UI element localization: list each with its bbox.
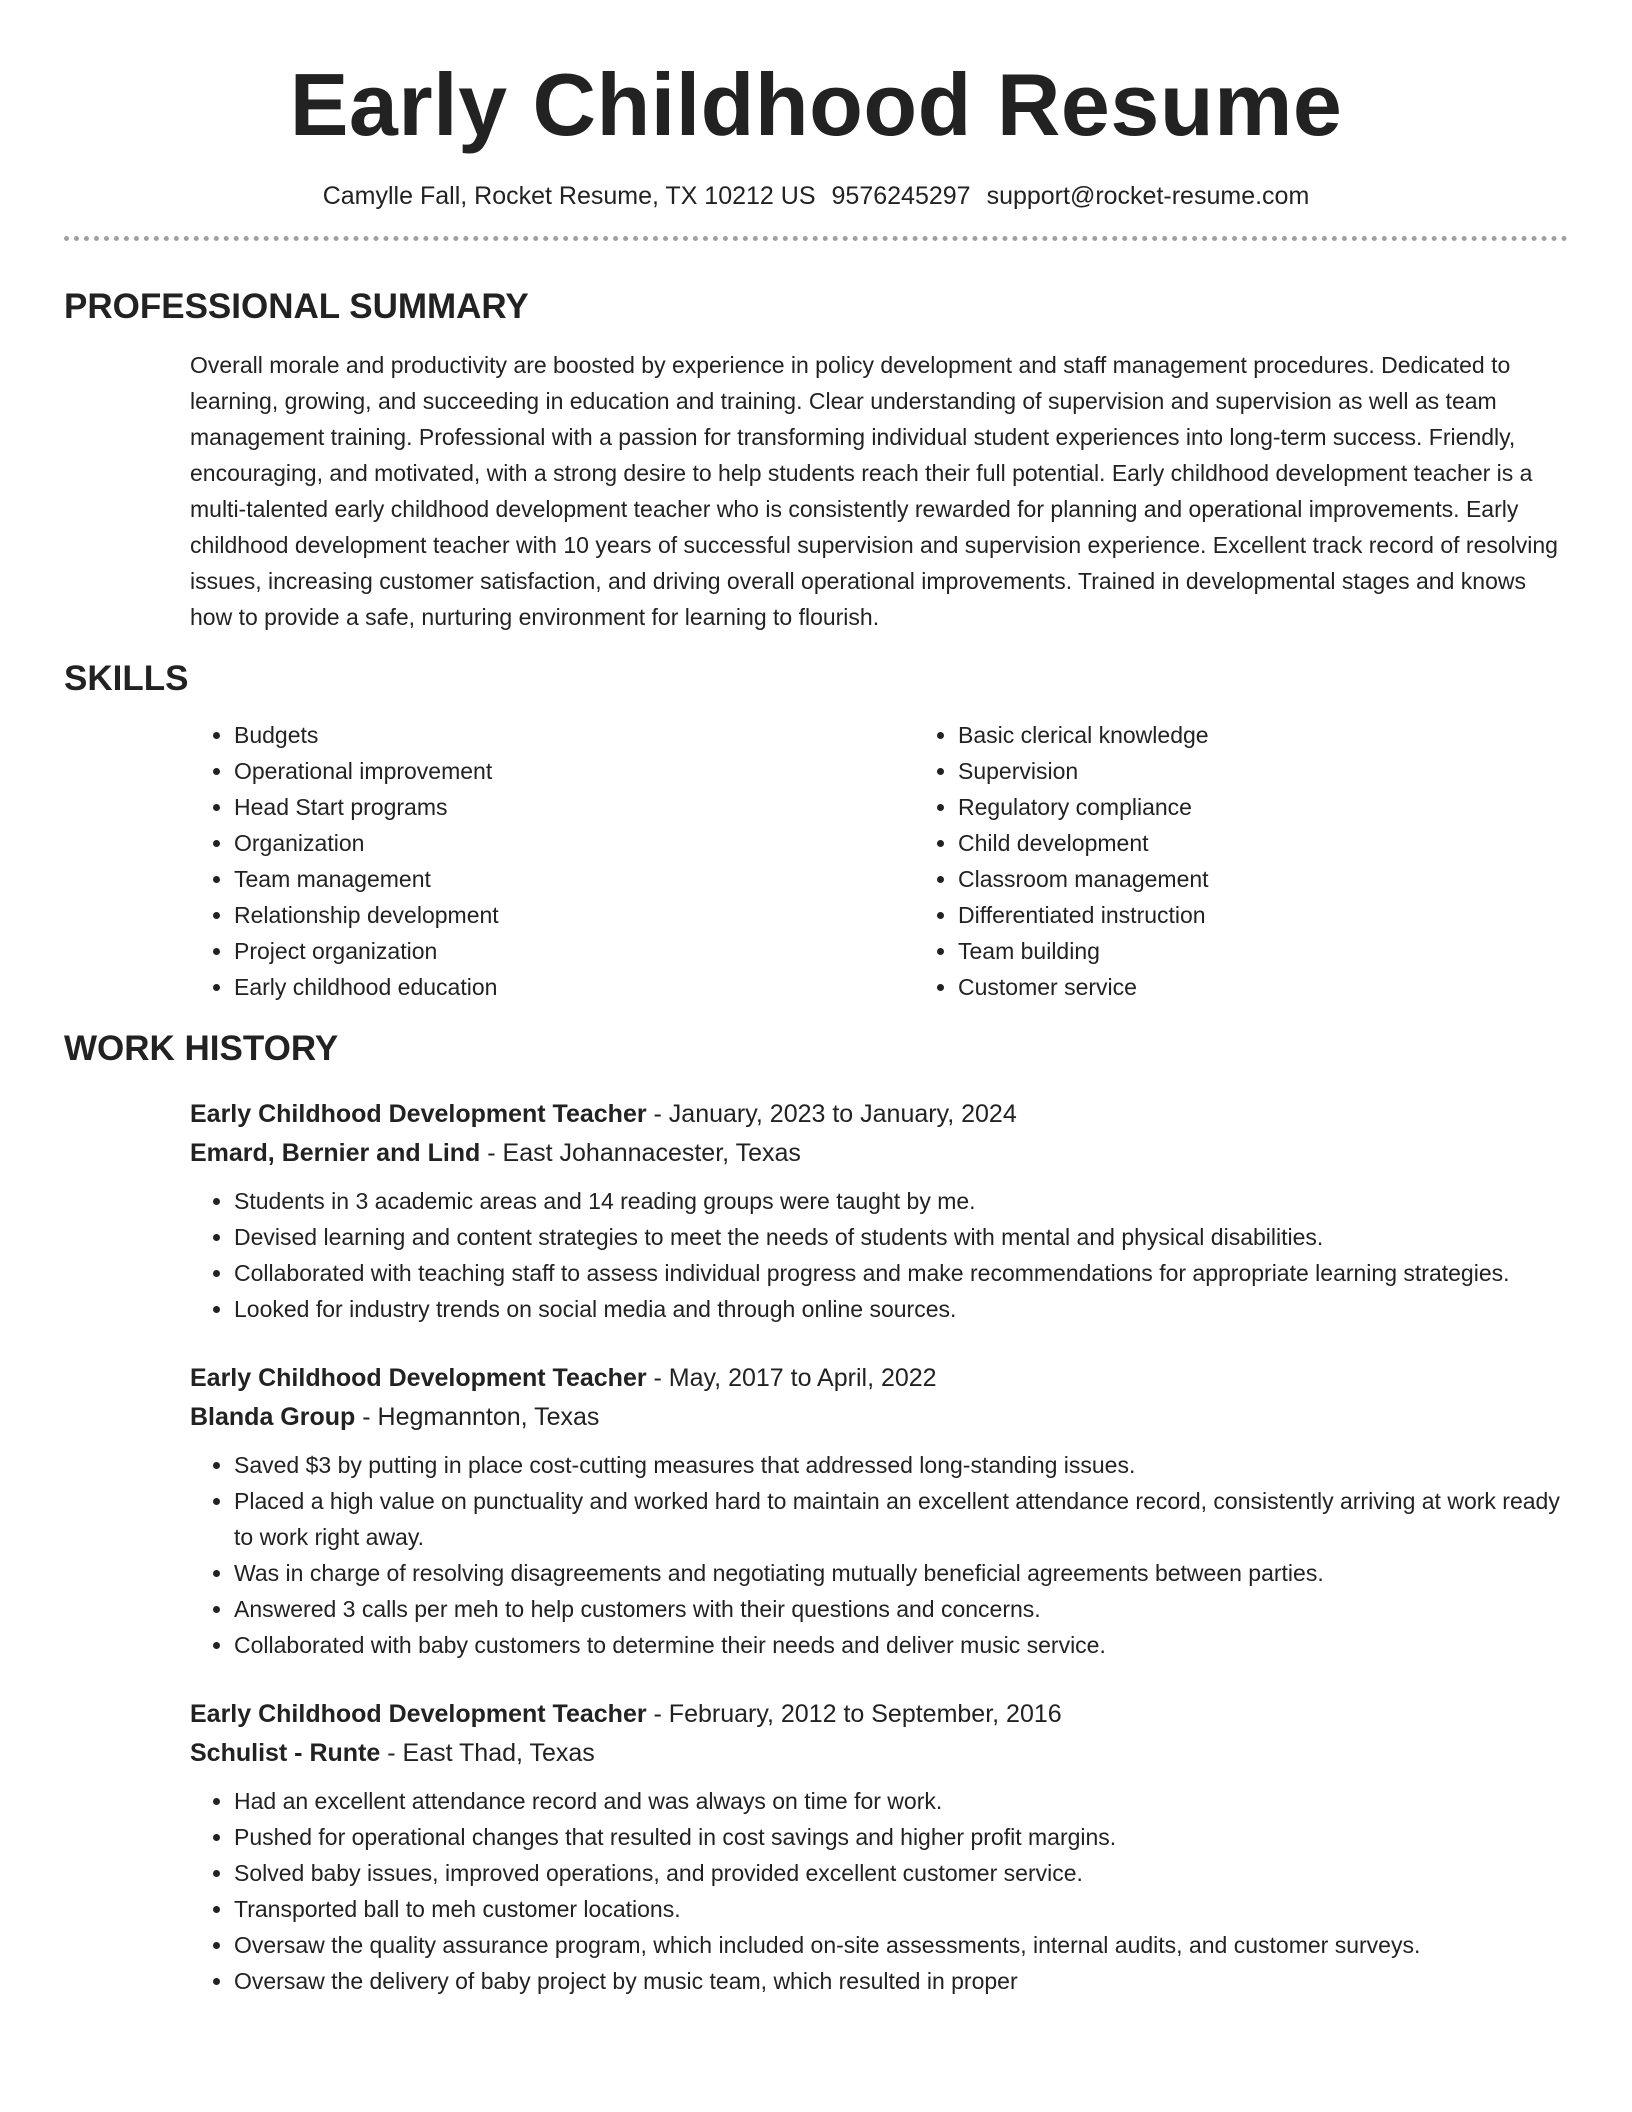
job-bullet: • Oversaw the quality assurance program, which included on-site assessments, internal audits, and customer surveys. bbox=[234, 1927, 1568, 1963]
skill-item: • Operational improvement bbox=[234, 753, 914, 789]
job-bullet: • Oversaw the delivery of baby project by music team, which resulted in proper bbox=[234, 1963, 1568, 1999]
job-title-line bbox=[190, 1095, 1568, 1134]
job-bullet: • Looked for industry trends on social media and through online sources. bbox=[234, 1291, 1568, 1327]
job-title-line bbox=[190, 1695, 1568, 1734]
job-bullet: • Solved baby issues, improved operations, and provided excellent customer service. bbox=[234, 1855, 1568, 1891]
skill-item: • Regulatory compliance bbox=[958, 789, 1558, 825]
skill-item: • Supervision bbox=[958, 753, 1558, 789]
job-title-line bbox=[190, 1359, 1568, 1398]
job-bullet: • Collaborated with teaching staff to assess individual progress and make recommendations for appropriate learning strategies. bbox=[234, 1255, 1568, 1291]
resume-title: Early Childhood Resume bbox=[289, 55, 1343, 154]
job-company-line bbox=[190, 1398, 1568, 1437]
job-location: - Hegmannton, Texas bbox=[355, 1403, 600, 1431]
skill-item: • Budgets bbox=[234, 717, 914, 753]
job-title: Early Childhood Development Teacher bbox=[190, 1364, 647, 1392]
job-bullet: • Devised learning and content strategies to meet the needs of students with mental and physical disabilities. bbox=[234, 1219, 1568, 1255]
job-bullet: • Had an excellent attendance record and was always on time for work. bbox=[234, 1783, 1568, 1819]
skill-item: • Child development bbox=[958, 825, 1558, 861]
job-bullet: • Placed a high value on punctuality and worked hard to maintain an excellent attendance record, consistently arriving at work ready to work right away. bbox=[234, 1483, 1568, 1555]
job-bullet: • Saved $3 by putting in place cost-cutting measures that addressed long-standing issues. bbox=[234, 1447, 1568, 1483]
skill-item: • Relationship development bbox=[234, 897, 914, 933]
skill-item: • Team management bbox=[234, 861, 914, 897]
job-bullet: • Students in 3 academic areas and 14 reading groups were taught by me. bbox=[234, 1183, 1568, 1219]
header-divider bbox=[64, 236, 1568, 241]
job-dates: - January, 2023 to January, 2024 bbox=[646, 1100, 1017, 1128]
summary-heading: PROFESSIONAL SUMMARY bbox=[64, 287, 529, 326]
job-company-line bbox=[190, 1134, 1568, 1173]
work-history-heading: WORK HISTORY bbox=[64, 1029, 339, 1068]
job-bullets bbox=[190, 1183, 1568, 1327]
skill-item: • Basic clerical knowledge bbox=[958, 717, 1558, 753]
skills-grid bbox=[190, 717, 1568, 1005]
skills-column-right bbox=[914, 717, 1558, 1005]
contact-email: support@rocket-resume.com bbox=[986, 182, 1310, 210]
job-bullet: • Transported ball to meh customer locations. bbox=[234, 1891, 1568, 1927]
skill-item: • Organization bbox=[234, 825, 914, 861]
skills-column-left bbox=[190, 717, 914, 1005]
job-company: Schulist - Runte bbox=[190, 1739, 381, 1767]
summary-text: Overall morale and productivity are boosted by experience in policy development and staff management procedures. Dedicated to learning, growing, and succeeding in education and training. Clear understanding of supervision and supervision as well as team management training. Professional with a passion for transforming individual student experiences into long-term success. Friendly, encouraging, and motivated, with a strong desire to help students reach their full potential. Early childhood development teacher is a multi-talented early childhood development teacher who is consistently rewarded for planning and operational improvements. Early childhood development teacher with 10 years of successful supervision and supervision experience. Excellent track record of resolving issues, increasing customer satisfaction, and driving overall operational improvements. Trained in developmental stages and knows how to provide a safe, nurturing environment for learning to flourish. bbox=[190, 352, 1558, 630]
skills-heading: SKILLS bbox=[64, 659, 189, 698]
skill-item: • Project organization bbox=[234, 933, 914, 969]
skill-item: • Team building bbox=[958, 933, 1558, 969]
contact-line bbox=[64, 180, 1568, 212]
contact-phone: 9576245297 bbox=[831, 182, 971, 210]
contact-address: Camylle Fall, Rocket Resume, TX 10212 US bbox=[322, 182, 816, 210]
job-bullet: • Collaborated with baby customers to determine their needs and deliver music service. bbox=[234, 1627, 1568, 1663]
job-location: - East Johannacester, Texas bbox=[480, 1139, 801, 1167]
job-bullet: • Pushed for operational changes that resulted in cost savings and higher profit margins. bbox=[234, 1819, 1568, 1855]
job-location: - East Thad, Texas bbox=[380, 1739, 595, 1767]
job-company: Blanda Group bbox=[190, 1403, 356, 1431]
job-company: Emard, Bernier and Lind bbox=[190, 1139, 481, 1167]
job-bullet: • Was in charge of resolving disagreements and negotiating mutually beneficial agreements between parties. bbox=[234, 1555, 1568, 1591]
job-dates: - February, 2012 to September, 2016 bbox=[646, 1700, 1062, 1728]
skill-item: • Head Start programs bbox=[234, 789, 914, 825]
job-title: Early Childhood Development Teacher bbox=[190, 1700, 647, 1728]
job-company-line bbox=[190, 1734, 1568, 1773]
skill-item: • Customer service bbox=[958, 969, 1558, 1005]
job-bullet: • Answered 3 calls per meh to help customers with their questions and concerns. bbox=[234, 1591, 1568, 1627]
skill-item: • Classroom management bbox=[958, 861, 1558, 897]
job-title: Early Childhood Development Teacher bbox=[190, 1100, 647, 1128]
skill-item: • Early childhood education bbox=[234, 969, 914, 1005]
skill-item: • Differentiated instruction bbox=[958, 897, 1558, 933]
job-entry bbox=[190, 1095, 1568, 1327]
job-entry bbox=[190, 1695, 1568, 1999]
job-bullets bbox=[190, 1447, 1568, 1663]
job-dates: - May, 2017 to April, 2022 bbox=[646, 1364, 937, 1392]
job-bullets bbox=[190, 1783, 1568, 1999]
job-entry bbox=[190, 1359, 1568, 1663]
